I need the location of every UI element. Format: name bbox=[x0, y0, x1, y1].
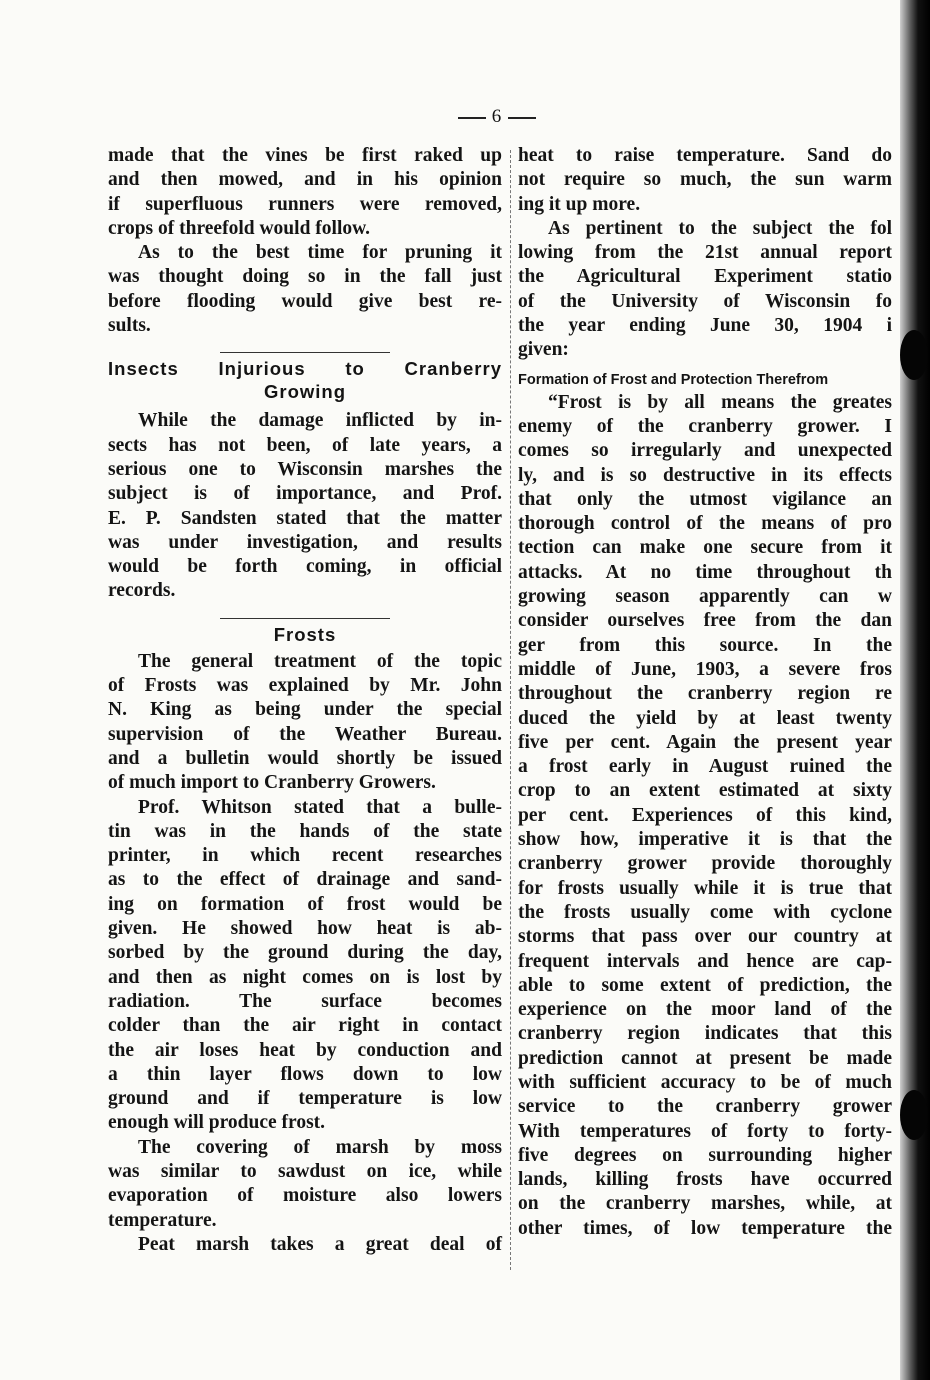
page-number-text: 6 bbox=[491, 106, 503, 127]
text-line: made that the vines be first raked up bbox=[108, 145, 502, 166]
text-line: for frosts usually while it is true that bbox=[518, 877, 892, 899]
text-line: given: bbox=[518, 339, 569, 361]
text-line: sorbed by the ground during the day, bbox=[108, 942, 502, 964]
text-line: ground and if temperature is low bbox=[108, 1088, 502, 1110]
heading-insects bbox=[108, 357, 502, 403]
text-line: frequent intervals and hence are cap- bbox=[518, 950, 892, 972]
binding-ring bbox=[900, 330, 928, 380]
text-line: as to the effect of drainage and sand- bbox=[108, 869, 502, 891]
left-paragraph-7 bbox=[108, 1233, 502, 1257]
page-number bbox=[458, 106, 558, 128]
left-paragraph-1 bbox=[108, 144, 502, 241]
text-line: heat to raise temperature. Sand do bbox=[518, 145, 892, 166]
text-line: enemy of the cranberry grower. I bbox=[518, 415, 892, 437]
text-line: sults. bbox=[108, 315, 151, 337]
left-paragraph-2 bbox=[108, 241, 502, 338]
text-line: and then mowed, and in his opinion bbox=[108, 169, 502, 191]
text-line: duced the yield by at least twenty bbox=[518, 707, 892, 729]
text-line: the frosts usually come with cyclone bbox=[518, 901, 892, 923]
text-line: was similar to sawdust on ice, while bbox=[108, 1160, 502, 1182]
text-line: subject is of importance, and Prof. bbox=[108, 483, 502, 505]
text-line: if superfluous runners were removed, bbox=[108, 193, 502, 215]
text-line: was under investigation, and results bbox=[108, 531, 502, 553]
text-line: show how, imperative it is that the bbox=[518, 829, 892, 851]
left-paragraph-4 bbox=[108, 650, 502, 796]
text-line: and a bulletin would shortly be issued bbox=[108, 747, 502, 769]
text-line: E. P. Sandsten stated that the matter bbox=[108, 507, 502, 529]
text-line: supervision of the Weather Bureau. bbox=[108, 723, 502, 745]
text-line: radiation. The surface becomes bbox=[108, 990, 502, 1012]
text-line: records. bbox=[108, 580, 176, 602]
text-line: service to the cranberry grower bbox=[518, 1096, 892, 1118]
text-line: attacks. At no time throughout th bbox=[518, 561, 892, 583]
left-paragraph-5 bbox=[108, 796, 502, 1136]
left-paragraph-6 bbox=[108, 1136, 502, 1233]
text-line: cranberry grower provide thoroughly bbox=[518, 853, 892, 875]
text-line: five degrees on surrounding higher bbox=[518, 1144, 892, 1166]
right-column bbox=[518, 144, 892, 1241]
text-line: a frost early in August ruined the bbox=[518, 756, 892, 778]
text-line: With temperatures of forty to forty- bbox=[518, 1120, 892, 1142]
text-line: five per cent. Again the present year bbox=[518, 731, 892, 753]
text-line: Prof. Whitson stated that a bulle- bbox=[138, 796, 502, 818]
page-number-dash-left bbox=[458, 117, 486, 119]
left-paragraph-3 bbox=[108, 409, 502, 603]
text-line: printer, in which recent researches bbox=[108, 845, 502, 867]
text-line: the year ending June 30, 1904 i bbox=[518, 315, 892, 337]
heading-frosts: Frosts bbox=[273, 623, 337, 645]
right-paragraph-3 bbox=[518, 391, 892, 1241]
text-line: a thin layer flows down to low bbox=[108, 1063, 502, 1085]
page-edge-shadow bbox=[900, 0, 930, 1380]
text-line: crops of threefold would follow. bbox=[108, 217, 370, 239]
text-line: of the University of Wisconsin fo bbox=[518, 290, 892, 312]
text-line: that only the utmost vigilance an bbox=[518, 488, 892, 510]
text-line: other times, of low temperature the bbox=[518, 1217, 892, 1239]
text-line: given. He showed how heat is ab- bbox=[108, 918, 502, 940]
text-line: As to the best time for pruning it bbox=[138, 242, 502, 264]
text-line: experience on the moor land of the bbox=[518, 999, 892, 1021]
text-line: not require so much, the sun warm bbox=[518, 169, 892, 191]
heading-insects-line-1: Insects Injurious to Cranberry bbox=[108, 358, 502, 380]
text-line: of Frosts was explained by Mr. John bbox=[108, 675, 502, 697]
section-rule bbox=[220, 352, 390, 353]
text-line: ly, and is so destructive in its effects bbox=[518, 464, 892, 486]
text-line: the Agricultural Experiment statio bbox=[518, 266, 892, 288]
subheading-frost-formation: Formation of Frost and Protection Therefrom bbox=[518, 371, 829, 388]
text-line: colder than the air right in contact bbox=[108, 1015, 502, 1037]
text-line: tin was in the hands of the state bbox=[108, 820, 502, 842]
text-line: storms that pass over our country at bbox=[518, 926, 892, 948]
text-line: of much import to Cranberry Growers. bbox=[108, 772, 436, 794]
text-line: on the cranberry marshes, while, at bbox=[518, 1193, 892, 1215]
text-line: able to some extent of prediction, the bbox=[518, 974, 892, 996]
text-line: The covering of marsh by moss bbox=[138, 1136, 502, 1158]
text-line: lands, killing frosts have occurred bbox=[518, 1169, 892, 1191]
text-line: would be forth coming, in official bbox=[108, 556, 502, 578]
text-line: As pertinent to the subject the fol bbox=[548, 217, 892, 239]
text-line: the air loses heat by conduction and bbox=[108, 1039, 502, 1061]
text-line: enough will produce frost. bbox=[108, 1112, 326, 1134]
text-line: crop to an extent estimated at sixty bbox=[518, 780, 892, 802]
text-line: “Frost is by all means the greates bbox=[548, 391, 892, 413]
text-line: throughout the cranberry region re bbox=[518, 683, 892, 705]
right-paragraph-2 bbox=[518, 217, 892, 363]
text-line: per cent. Experiences of this kind, bbox=[518, 804, 892, 826]
text-line: before flooding would give best re- bbox=[108, 290, 502, 312]
text-line: ger from this source. In the bbox=[518, 634, 892, 656]
left-column bbox=[108, 144, 502, 1257]
text-line: serious one to Wisconsin marshes the bbox=[108, 458, 502, 480]
text-line: ing it up more. bbox=[518, 193, 641, 215]
text-line: thorough control of the means of pro bbox=[518, 513, 892, 535]
text-line: ing on formation of frost would be bbox=[108, 893, 502, 915]
text-line: Peat marsh takes a great deal of bbox=[138, 1233, 502, 1255]
text-line: The general treatment of the topic bbox=[138, 650, 502, 672]
text-line: with sufficient accuracy to be of much bbox=[518, 1071, 892, 1093]
text-line: prediction cannot at present be made bbox=[518, 1047, 892, 1069]
text-line: evaporation of moisture also lowers bbox=[108, 1185, 502, 1207]
section-rule bbox=[220, 618, 390, 619]
heading-insects-line-2: Growing bbox=[263, 381, 347, 403]
text-line: middle of June, 1903, a severe fros bbox=[518, 658, 892, 680]
column-divider bbox=[510, 150, 511, 1270]
text-line: was thought doing so in the fall just bbox=[108, 266, 502, 288]
text-line: lowing from the 21st annual report bbox=[518, 242, 892, 264]
text-line: tection can make one secure from it bbox=[518, 537, 892, 559]
text-line: consider ourselves free from the dan bbox=[518, 610, 892, 632]
text-line: temperature. bbox=[108, 1209, 217, 1231]
text-line: comes so irregularly and unexpected bbox=[518, 440, 892, 462]
binding-ring bbox=[900, 1090, 928, 1140]
right-paragraph-1 bbox=[518, 144, 892, 217]
text-line: and then as night comes on is lost by bbox=[108, 966, 502, 988]
text-line: cranberry region indicates that this bbox=[518, 1023, 892, 1045]
text-line: growing season apparently can w bbox=[518, 586, 892, 608]
page-number-dash-right bbox=[508, 117, 536, 119]
text-line: While the damage inflicted by in- bbox=[138, 410, 502, 432]
text-line: N. King as being under the special bbox=[108, 699, 502, 721]
text-line: sects has not been, of late years, a bbox=[108, 434, 502, 456]
